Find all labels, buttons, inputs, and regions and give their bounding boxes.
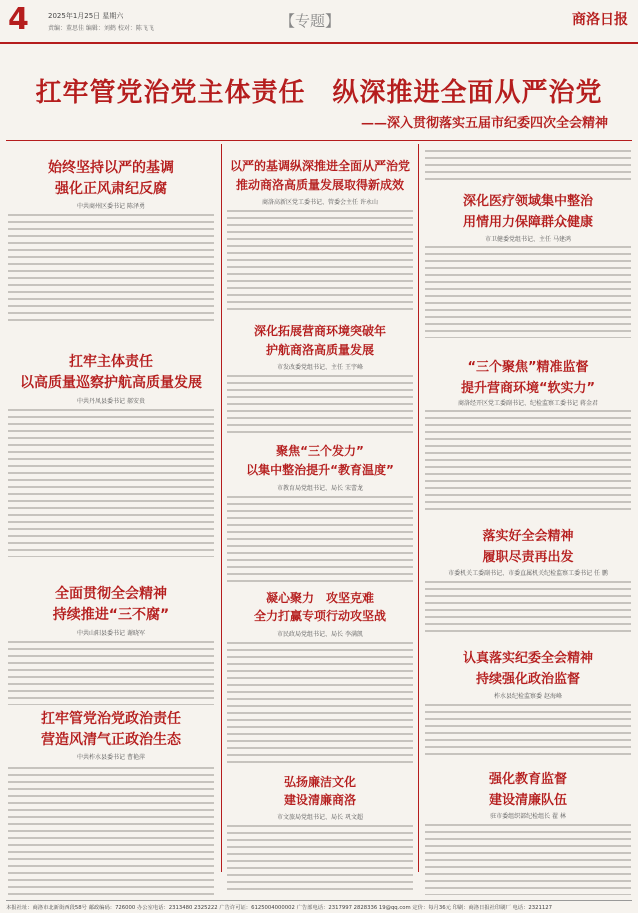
- footer-info: 本报社址：商洛市北新街西段58号 邮政编码：726000 办公室电话：2313480 2325222 广告许可证：6125004000002 广告部电话：2317997 2828336 19@qq.com 定价：每月36元 印刷：商洛日报社印刷厂 电话：2321127: [6, 900, 632, 911]
- article-body: [8, 641, 214, 705]
- article-title-line2: 建设清廉队伍: [488, 793, 567, 808]
- article-title-line2: 持续推进“三不腐”: [52, 607, 170, 623]
- article-byline: 市发改委党组书记、主任 王宇峰: [277, 364, 363, 371]
- article-title-line1: 深化医疗领域集中整治: [462, 194, 593, 209]
- article-body: [8, 409, 214, 557]
- article-byline: 中共丹凤县委书记 郝安贵: [77, 398, 145, 405]
- article-title-line2: 全力打赢专项行动攻坚战: [253, 609, 386, 623]
- article-body: [227, 642, 413, 766]
- section-label: 【专题】: [280, 12, 341, 30]
- article-byline: 驻市委组织部纪检组长 翟 林: [490, 813, 566, 820]
- main-headline: 扛牢管党治党主体责任 纵深推进全面从严治党: [35, 78, 603, 108]
- article-title-line2: 以高质量巡察护航高质量发展: [20, 375, 202, 391]
- article-title-line2: 以集中整治提升“教育温度”: [246, 463, 394, 477]
- article-title-line2: 营造风清气正政治生态: [41, 732, 181, 748]
- issue-date: 2025年1月25日 星期六: [48, 12, 124, 20]
- article-title-line1: 凝心聚力 攻坚克难: [265, 591, 374, 605]
- article-title-line2: 履职尽责再出发: [482, 550, 574, 565]
- headline-divider: [6, 140, 632, 141]
- column-divider-right: [418, 144, 419, 872]
- article-title-line2: 提升营商环境“软实力”: [460, 381, 596, 396]
- article-title-line1: 深化拓展营商环境突破年: [253, 324, 386, 338]
- article-title-line1: 认真落实纪委全会精神: [462, 651, 593, 666]
- article-title-line2: 强化正风肃纪反腐: [55, 181, 167, 197]
- article-byline: 中共商州区委书记 陈泽勇: [77, 203, 145, 210]
- article-title-line1: 扛牢管党治党政治责任: [41, 711, 181, 727]
- article-byline: 市教育局党组书记、局长 宋蕾龙: [277, 485, 363, 492]
- article-body: [425, 824, 631, 895]
- article-body: [227, 825, 413, 895]
- article-body: [227, 496, 413, 582]
- article-byline: 中共柞水县委书记 曹艳萍: [77, 754, 145, 761]
- article-byline: 柞水县纪检监察委 赵海峰: [494, 693, 562, 700]
- sub-headline: ——深入贯彻落实五届市纪委四次全会精神: [360, 116, 608, 131]
- article-title-line1: “三个聚焦”精准监督: [467, 360, 589, 375]
- article-body: [425, 246, 631, 338]
- article-title-line1: 始终坚持以严的基调: [48, 160, 174, 176]
- article-body: [425, 150, 631, 185]
- article-byline: 商洛高新区党工委书记、管委会主任 许永山: [262, 199, 378, 206]
- article-title-line2: 推动商洛高质量发展取得新成效: [235, 178, 404, 192]
- column-divider-left: [221, 144, 222, 872]
- editor-credits: 责编：董思佳 编辑：刘鹤 校对：陈飞飞: [48, 25, 154, 32]
- article-title-line1: 以严的基调纵深推进全面从严治党: [229, 159, 410, 173]
- article-title-line2: 护航商洛高质量发展: [265, 343, 374, 357]
- newspaper-logo: 商洛日报: [572, 12, 628, 28]
- article-title-line2: 持续强化政治监督: [475, 672, 580, 687]
- article-byline: 中共山阳县委书记 谢晓军: [77, 630, 145, 637]
- article-body: [227, 210, 413, 310]
- article-body: [425, 581, 631, 633]
- article-byline: 市文旅局党组书记、局长 巩文超: [277, 814, 363, 821]
- article-title-line2: 建设清廉商洛: [283, 793, 356, 807]
- article-title-line1: 扛牢主体责任: [69, 354, 153, 370]
- page-number: 4: [8, 2, 29, 37]
- article-byline: 市民政局党组书记、局长 李满凯: [277, 631, 363, 638]
- article-byline: 市卫健委党组书记、主任 马建鸿: [485, 236, 571, 243]
- article-body: [227, 375, 413, 437]
- article-title-line1: 全面贯彻全会精神: [55, 586, 167, 602]
- article-body: [425, 410, 631, 510]
- masthead: [0, 0, 638, 44]
- article-title-line1: 落实好全会精神: [482, 529, 574, 544]
- article-title-line2: 用情用力保障群众健康: [462, 215, 593, 230]
- article-byline: 商洛经开区党工委副书记、纪检监察工委书记 蒋金君: [458, 400, 598, 407]
- article-title-line1: 弘扬廉洁文化: [283, 775, 356, 789]
- article-title-line1: 聚焦“三个发力”: [276, 444, 364, 458]
- article-body: [8, 214, 214, 324]
- article-body: [8, 767, 214, 895]
- article-body: [425, 704, 631, 756]
- article-title-line1: 强化教育监督: [488, 772, 567, 787]
- article-byline: 市委机关工委副书记、市委直属机关纪检监察工委书记 任 鹏: [448, 570, 608, 577]
